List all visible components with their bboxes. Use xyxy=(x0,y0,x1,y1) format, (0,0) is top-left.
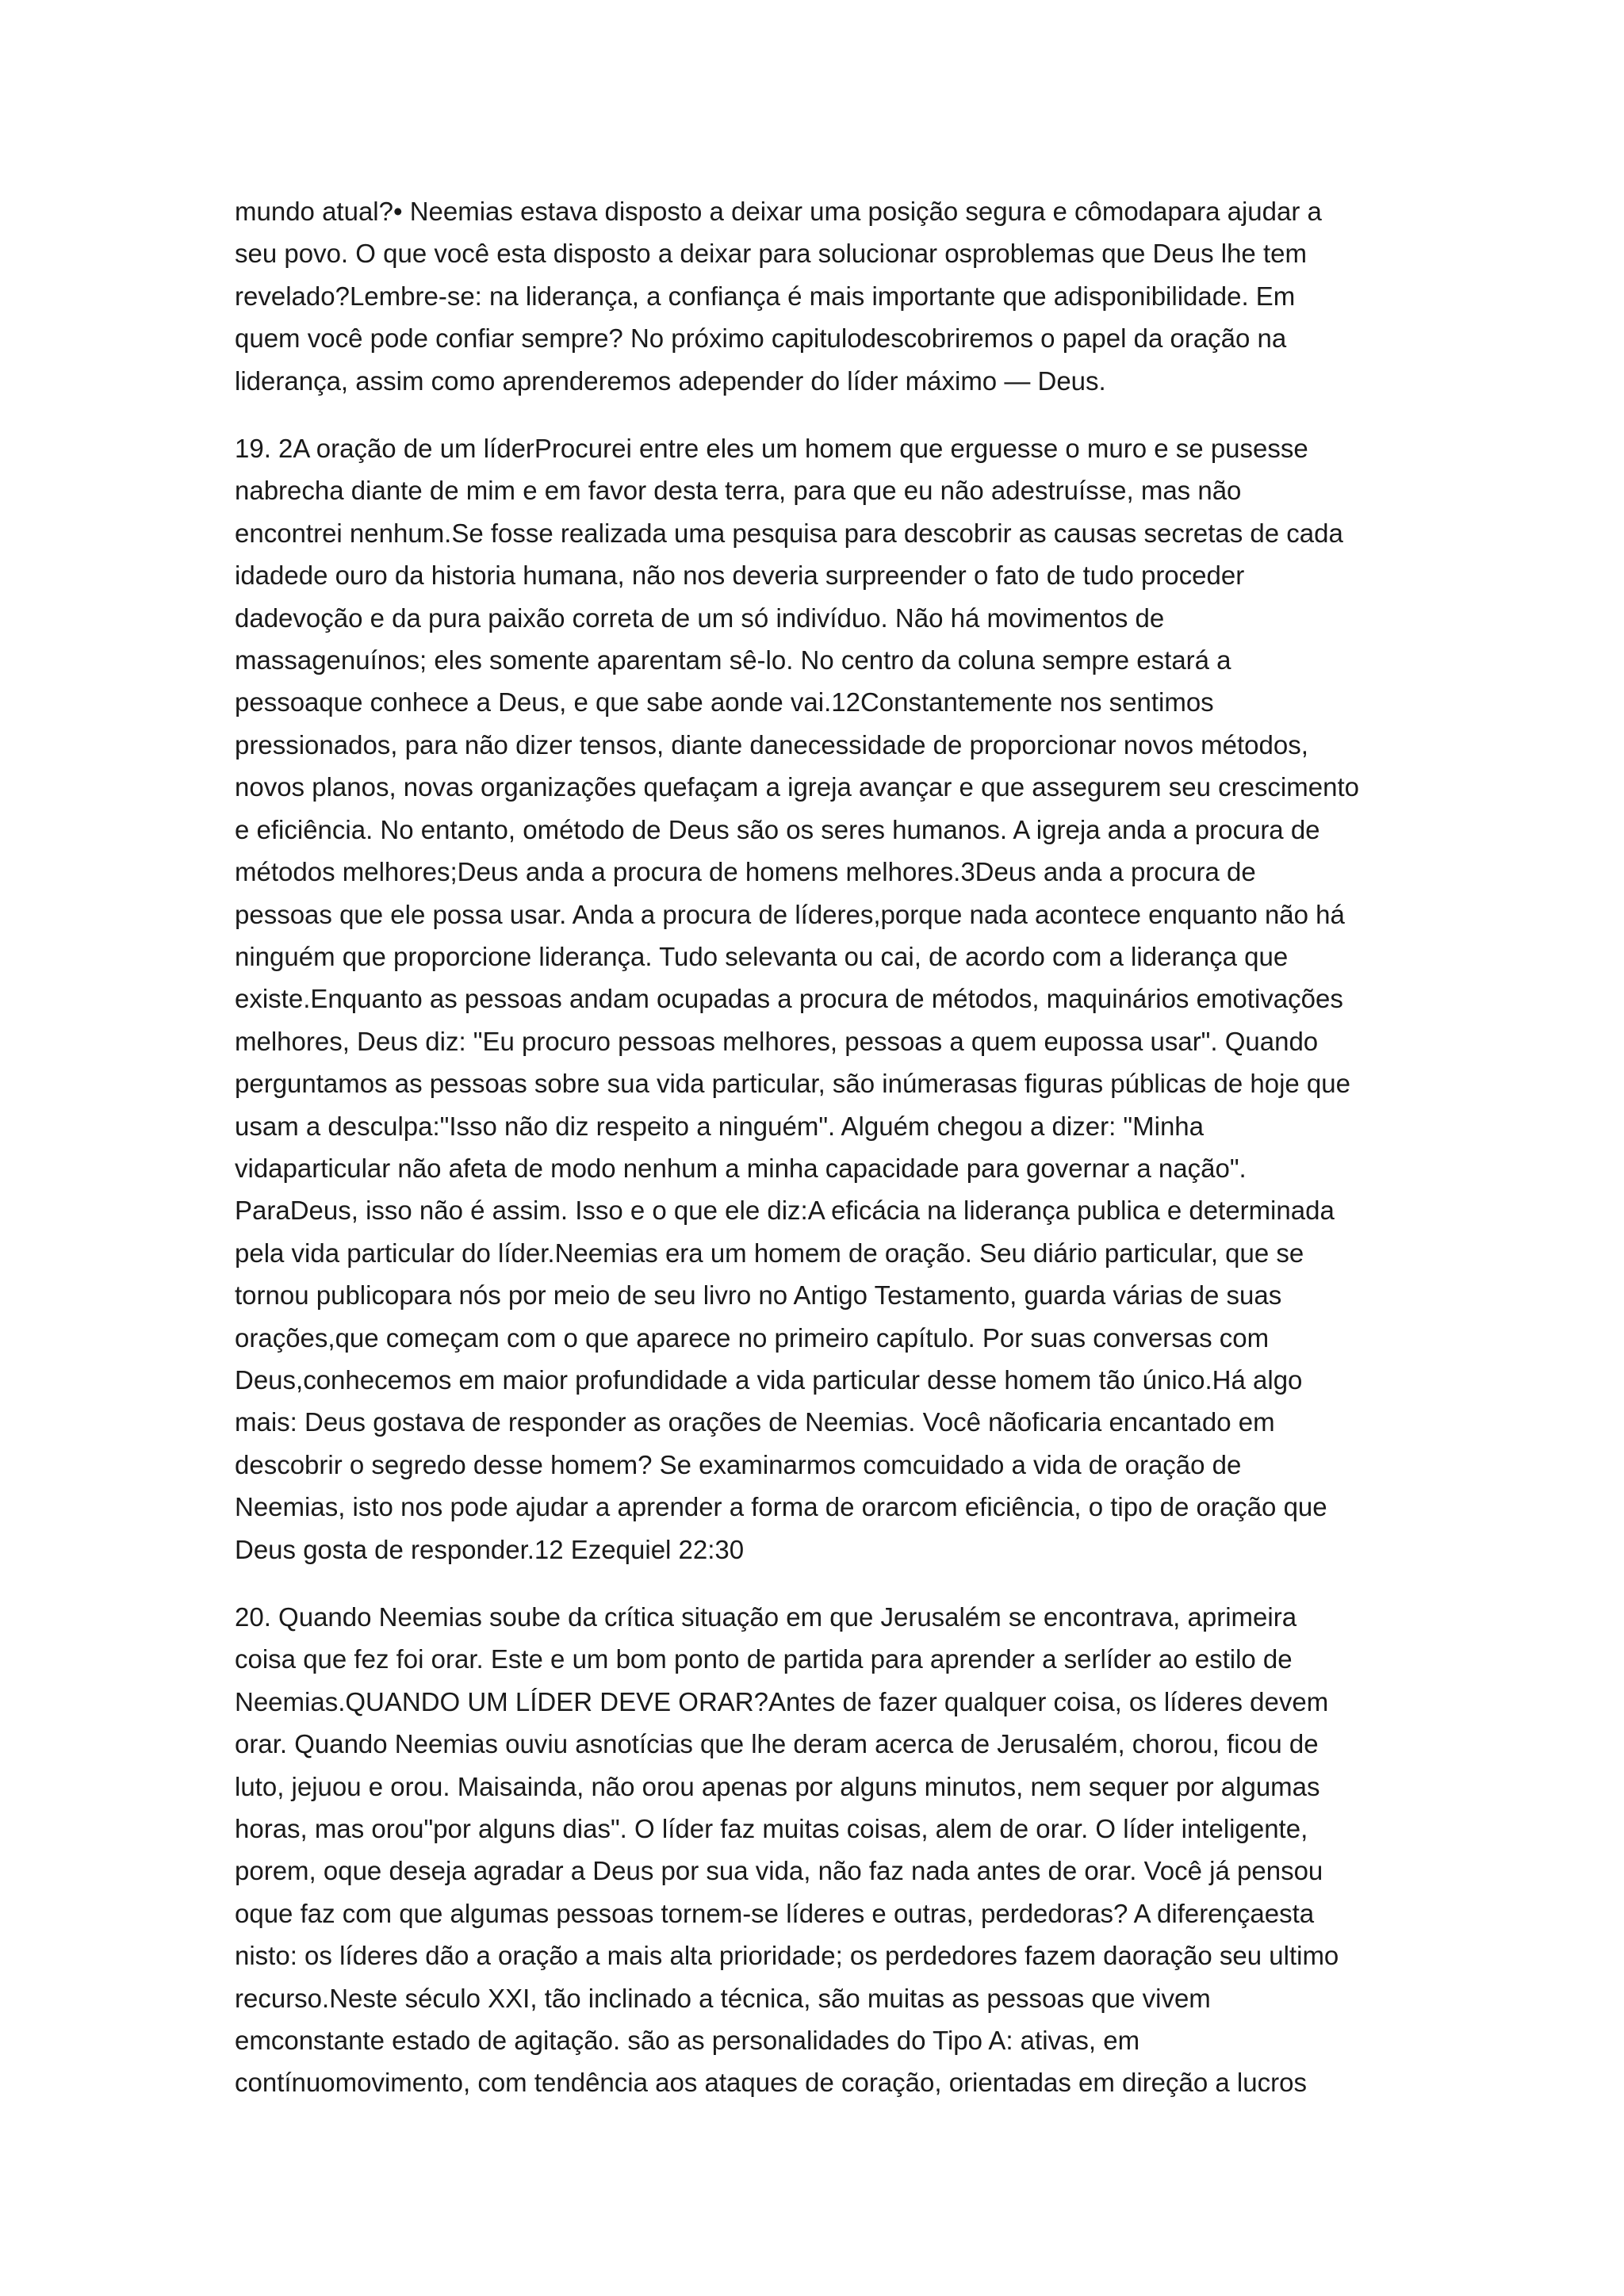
text-line: oque faz com que algumas pessoas tornem-se líderes e outras, perdedoras? A diferençaesta xyxy=(235,1898,1315,1928)
text-line: quem você pode confiar sempre? No próximo capitulodescobriremos o papel da oração na xyxy=(235,323,1287,354)
text-line: nisto: os líderes dão a oração a mais alta prioridade; os perdedores fazem daoração seu ultimo xyxy=(235,1941,1339,1971)
text-line: 20. Quando Neemias soube da crítica situação em que Jerusalém se encontrava, aprimeira xyxy=(235,1602,1297,1632)
text-line: horas, mas orou"por alguns dias". O líder faz muitas coisas, alem de orar. O líder inteligente, xyxy=(235,1814,1308,1844)
text-line: pela vida particular do líder.Neemias era um homem de oração. Seu diário particular, que se xyxy=(235,1238,1304,1268)
text-line: perguntamos as pessoas sobre sua vida particular, são inúmerasas figuras públicas de hoje que xyxy=(235,1069,1350,1099)
paragraph-3 xyxy=(235,1596,1418,2104)
text-line: existe.Enquanto as pessoas andam ocupadas a procura de métodos, maquinários emotivações xyxy=(235,984,1343,1014)
document-page xyxy=(235,190,1418,2130)
text-line: ninguém que proporcione liderança. Tudo selevanta ou cai, de acordo com a liderança que xyxy=(235,941,1289,971)
text-line: encontrei nenhum.Se fosse realizada uma pesquisa para descobrir as causas secretas de cada xyxy=(235,518,1343,548)
paragraph-1 xyxy=(235,190,1418,402)
text-line: orar. Quando Neemias ouviu asnotícias que lhe deram acerca de Jerusalém, chorou, ficou de xyxy=(235,1729,1319,1759)
text-line: pessoaque conhece a Deus, e que sabe aonde vai.12Constantemente nos sentimos xyxy=(235,687,1214,718)
text-line: coisa que fez foi orar. Este e um bom ponto de partida para aprender a serlíder ao estilo de xyxy=(235,1644,1293,1674)
text-line: Deus,conhecemos em maior profundidade a vida particular desse homem tão único.Há algo xyxy=(235,1364,1303,1395)
text-line: massagenuínos; eles somente aparentam sê-lo. No centro da coluna sempre estará a xyxy=(235,645,1231,675)
text-line: 19. 2A oração de um líderProcurei entre eles um homem que erguesse o muro e se pusesse xyxy=(235,434,1308,464)
text-line: pessoas que ele possa usar. Anda a procura de líderes,porque nada acontece enquanto não há xyxy=(235,899,1345,929)
text-line: pressionados, para não dizer tensos, diante danecessidade de proporcionar novos métodos, xyxy=(235,729,1308,760)
text-line: usam a desculpa:"Isso não diz respeito a ninguém". Alguém chegou a dizer: "Minha xyxy=(235,1111,1205,1141)
text-line: e eficiência. No entanto, ométodo de Deus são os seres humanos. A igreja anda a procura de xyxy=(235,814,1320,844)
text-line: emconstante estado de agitação. são as personalidades do Tipo A: ativas, em xyxy=(235,2026,1140,2056)
text-line: Neemias, isto nos pode ajudar a aprender a forma de orarcom eficiência, o tipo de oração que xyxy=(235,1492,1327,1522)
text-line: porem, oque deseja agradar a Deus por sua vida, não faz nada antes de orar. Você já pensou xyxy=(235,1856,1323,1886)
text-line: recurso.Neste século XXI, tão inclinado a técnica, são muitas as pessoas que vivem xyxy=(235,1983,1211,2013)
text-line: nabrecha diante de mim e em favor desta terra, para que eu não adestruísse, mas não xyxy=(235,476,1242,506)
text-line: Deus gosta de responder.12 Ezequiel 22:30 xyxy=(235,1534,745,1564)
text-line: descobrir o segredo desse homem? Se examinarmos comcuidado a vida de oração de xyxy=(235,1449,1242,1479)
text-line: mundo atual?• Neemias estava disposto a deixar uma posição segura e cômodapara ajudar a xyxy=(235,197,1322,226)
text-line: novos planos, novas organizações quefaçam a igreja avançar e que assegurem seu crescimento xyxy=(235,772,1359,802)
text-line: luto, jejuou e orou. Maisainda, não orou apenas por alguns minutos, nem sequer por algumas xyxy=(235,1771,1320,1801)
text-line: mais: Deus gostava de responder as orações de Neemias. Você nãoficaria encantado em xyxy=(235,1407,1275,1437)
text-line: seu povo. O que você esta disposto a deixar para solucionar osproblemas que Deus lhe tem xyxy=(235,239,1307,269)
text-line: melhores, Deus diz: "Eu procuro pessoas melhores, pessoas a quem eupossa usar". Quando xyxy=(235,1026,1319,1056)
text-line: tornou publicopara nós por meio de seu livro no Antigo Testamento, guarda várias de suas xyxy=(235,1280,1282,1311)
text-line: ParaDeus, isso não é assim. Isso e o que ele diz:A eficácia na liderança publica e determinada xyxy=(235,1196,1335,1226)
text-line: contínuomovimento, com tendência aos ataques de coração, orientadas em direção a lucros xyxy=(235,2068,1307,2098)
paragraph-2 xyxy=(235,427,1418,1571)
text-line: Neemias.QUANDO UM LÍDER DEVE ORAR?Antes de fazer qualquer coisa, os líderes devem xyxy=(235,1686,1329,1716)
text-line: idadede ouro da historia humana, não nos deveria surpreender o fato de tudo proceder xyxy=(235,561,1245,591)
text-line: revelado?Lembre-se: na liderança, a confiança é mais importante que adisponibilidade. Em xyxy=(235,281,1296,311)
text-line: orações,que começam com o que aparece no primeiro capítulo. Por suas conversas com xyxy=(235,1322,1270,1353)
text-line: vidaparticular não afeta de modo nenhum a minha capacidade para governar a nação". xyxy=(235,1153,1247,1183)
text-line: dadevoção e da pura paixão correta de um só indivíduo. Não há movimentos de xyxy=(235,603,1165,633)
text-line: métodos melhores;Deus anda a procura de homens melhores.3Deus anda a procura de xyxy=(235,857,1256,887)
text-line: liderança, assim como aprenderemos adepender do líder máximo — Deus. xyxy=(235,365,1106,396)
